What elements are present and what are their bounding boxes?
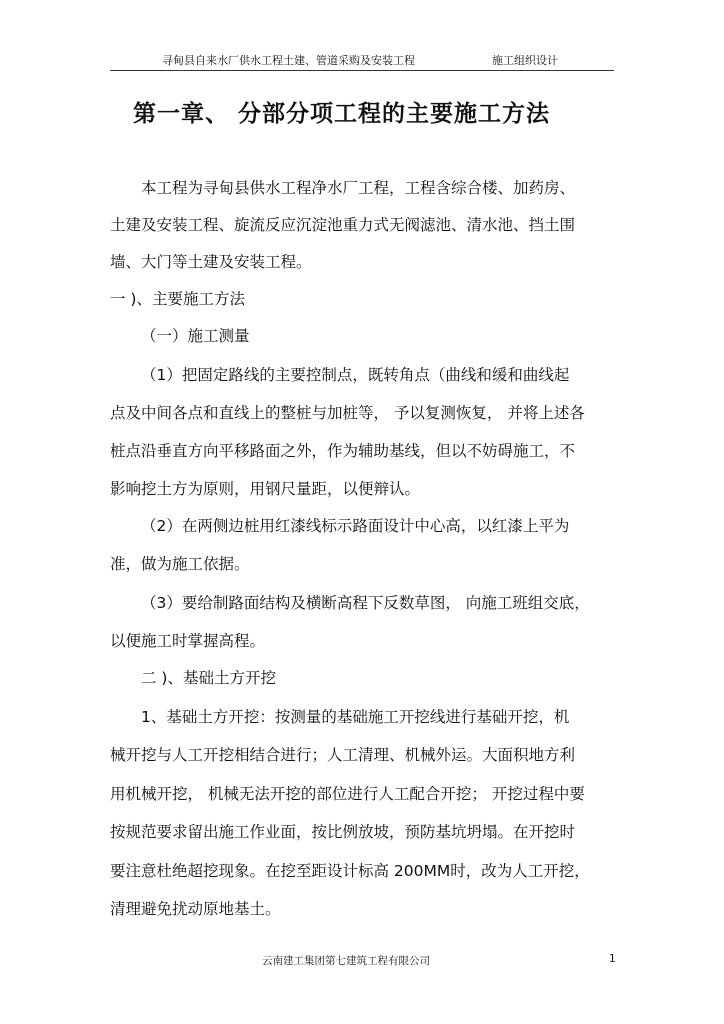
paragraph-line: 本工程为寻甸县供水工程净水厂工程，工程含综合楼、加药房、: [141, 179, 576, 197]
section-heading: 二 )、基础土方开挖: [141, 669, 276, 687]
page-header: [110, 50, 614, 71]
paragraph-line: （2）在两侧边桩用红漆线标示路面设计中心高，以红漆上平为: [141, 517, 570, 535]
paragraph-line: 准，做为施工依据。: [110, 555, 250, 573]
subsection-heading: （一）施工测量: [141, 327, 250, 345]
paragraph-line: 桩点沿垂直方向平移路面之外，作为辅助基线，但以不妨碍施工，不: [110, 442, 576, 460]
paragraph-line: 按规范要求留出施工作业面，按比例放坡，预防基坑坍塌。在开挖时: [110, 823, 576, 841]
paragraph-line: 要注意杜绝超挖现象。在挖至距设计标高 200MM时，改为人工开挖，: [110, 862, 590, 880]
paragraph-line: 点及中间各点和直线上的整桩与加桩等， 予以复测恢复， 并将上述各: [110, 404, 585, 422]
paragraph-line: 用机械开挖， 机械无法开挖的部位进行人工配合开挖； 开挖过程中要: [110, 785, 585, 803]
section-heading: 一 )、主要施工方法: [110, 290, 245, 308]
paragraph-line: 械开挖与人工开挖相结合进行；人工清理、机械外运。大面积地方利: [110, 746, 576, 764]
paragraph-line: （3）要给制路面结构及横断高程下反数草图， 向施工班组交底，: [141, 594, 590, 612]
paragraph-line: 清理避免扰动原地基土。: [110, 900, 281, 918]
paragraph-line: 影响挖土方为原则，用钢尺量距，以便辩认。: [110, 480, 421, 498]
footer-company: 云南建工集团第七建筑工程有限公司: [262, 955, 430, 967]
paragraph-line: 墙、大门等土建及安装工程。: [110, 253, 312, 271]
header-document-type: 施工组织设计: [492, 54, 558, 67]
chapter-title: 第一章、 分部分项工程的主要施工方法: [133, 101, 551, 127]
paragraph-line: 1、基础土方开挖：按测量的基础施工开挖线进行基础开挖，机: [141, 708, 570, 726]
paragraph-line: （1）把固定路线的主要控制点，既转角点（曲线和缓和曲线起: [141, 366, 570, 384]
paragraph-line: 以便施工时掌握高程。: [110, 632, 266, 650]
header-project-title: 寻甸县自来水厂供水工程土建、管道采购及安装工程: [162, 54, 415, 67]
page-number: 1: [609, 953, 616, 965]
paragraph-line: 土建及安装工程、旋流反应沉淀池重力式无阀滤池、清水池、挡土围: [110, 216, 576, 234]
